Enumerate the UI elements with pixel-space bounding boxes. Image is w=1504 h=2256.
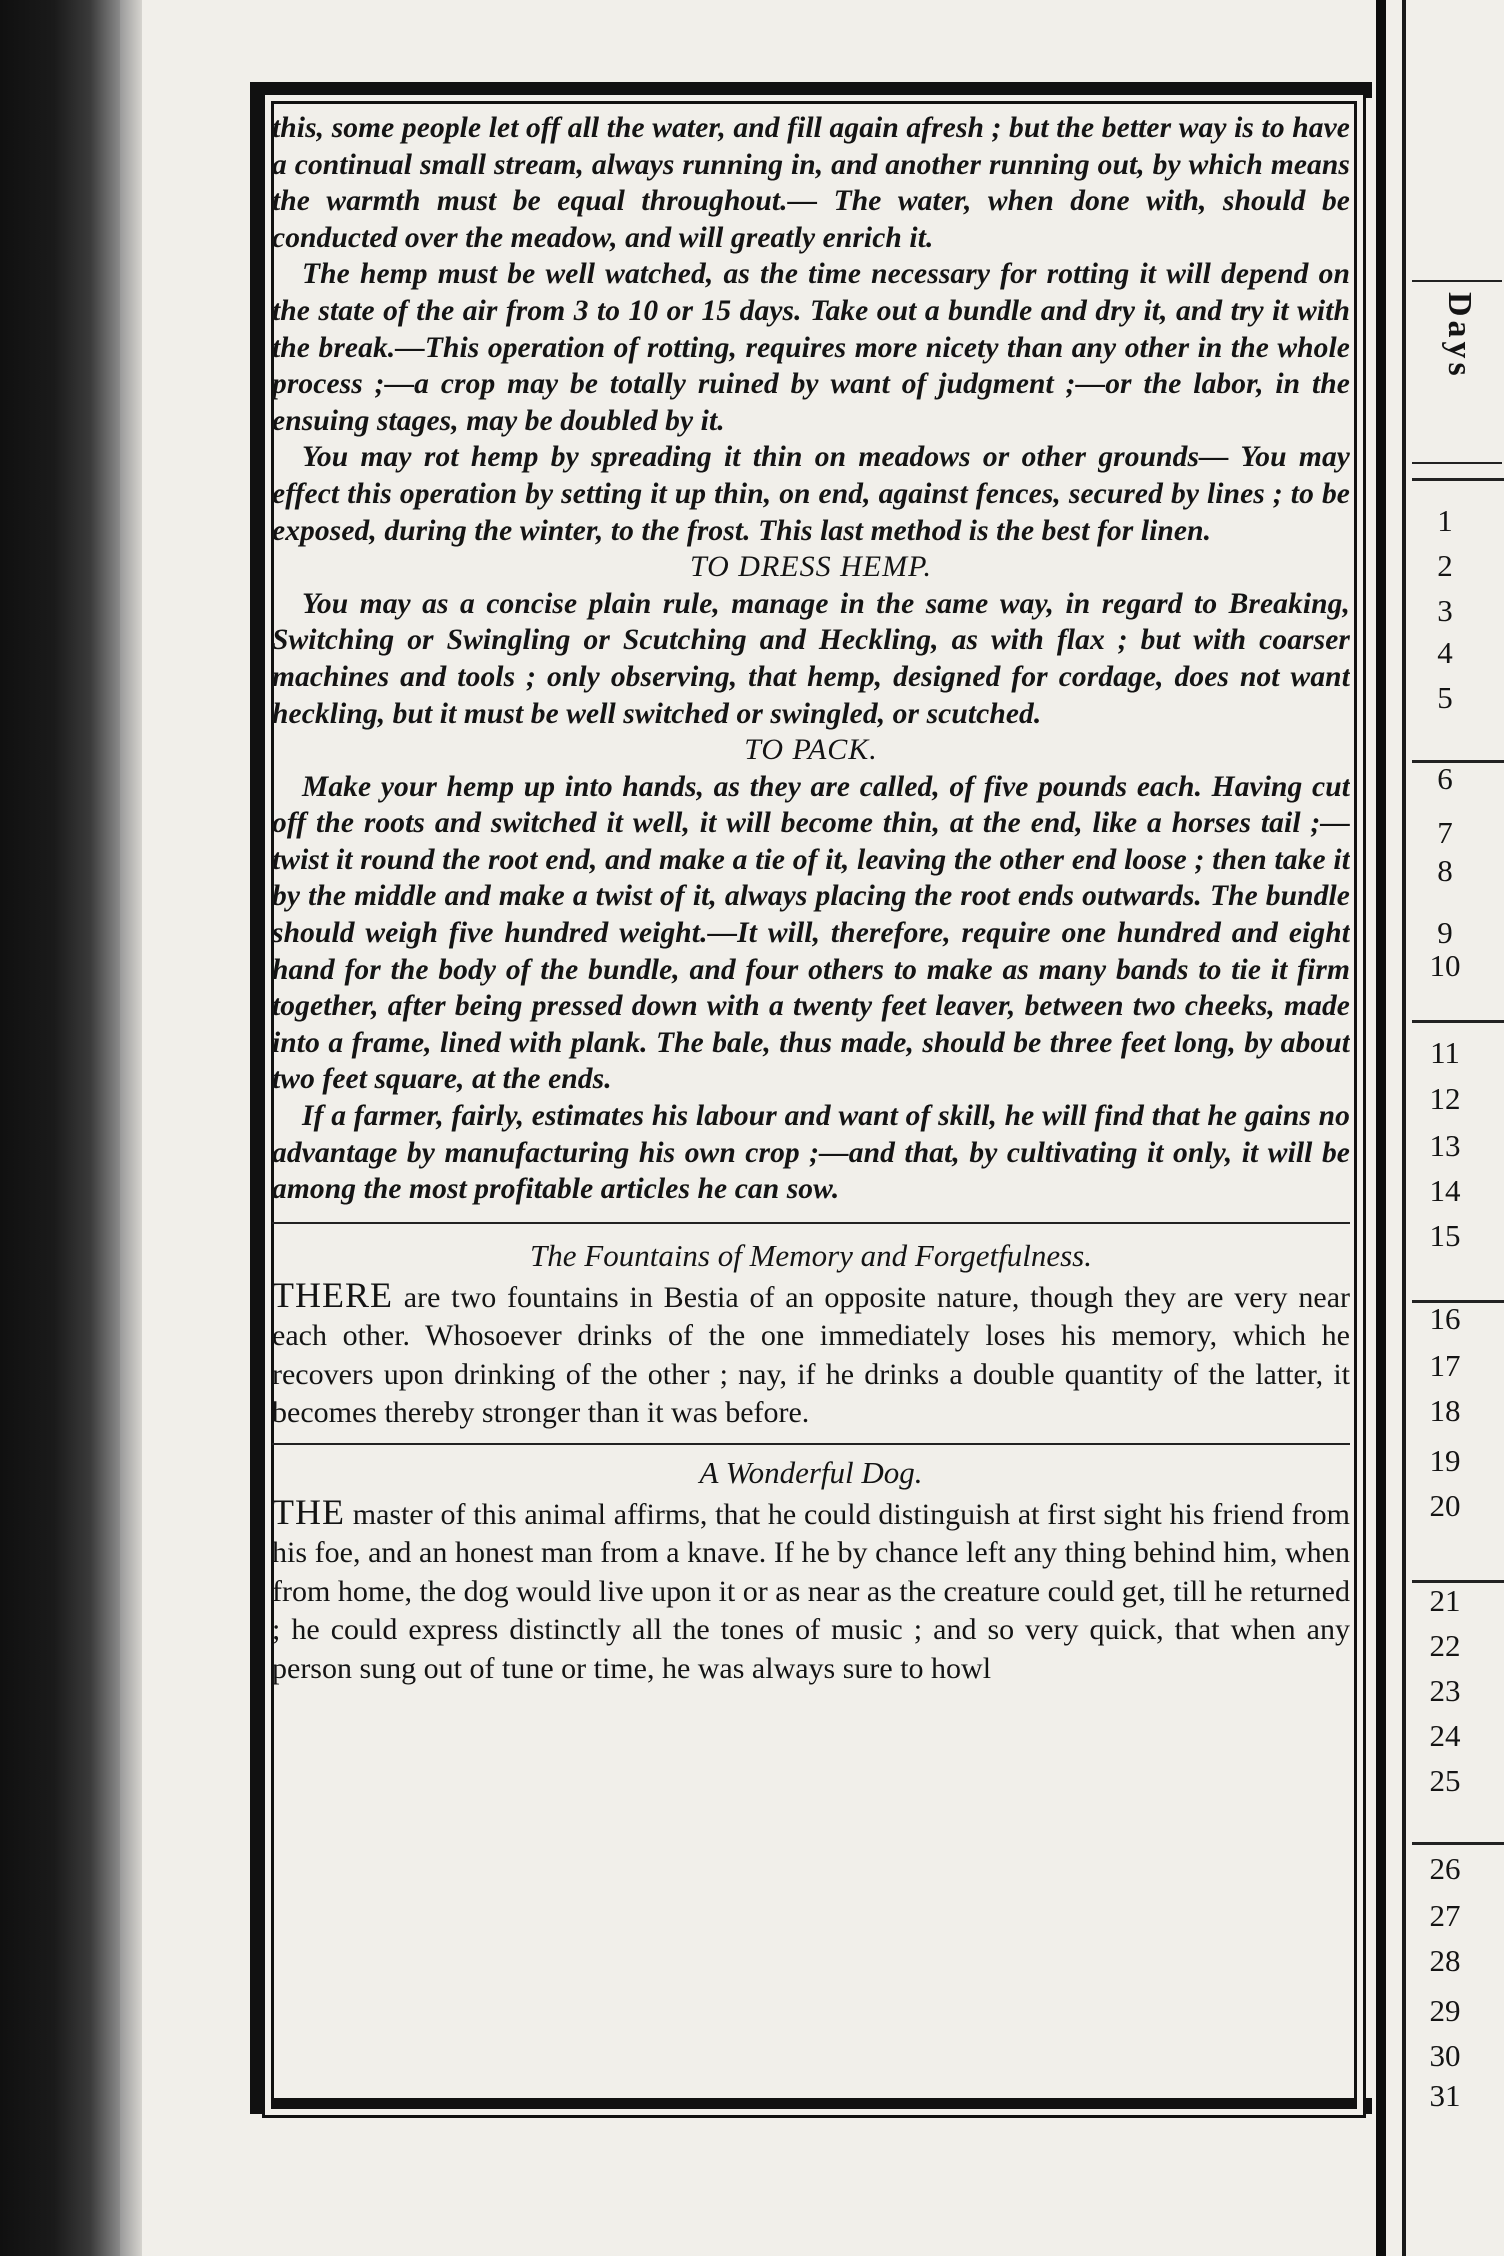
hemp-paragraph-2: The hemp must be well watched, as the time necessary for rotting it will depend on the state of the air from 3 to 10 or 15 days. Take out a bundle and dry it, and try it with the break.—This operation of rotting, requires more nicety than any other in the whole process ;—a crop may be totally ruined by want of judgment ;—or the labor, in the ensuing stages, may be doubled by it. <box>272 258 1350 437</box>
calendar-header-label: Days <box>1441 292 1478 380</box>
dog-text: master of this animal affirms, that he could distinguish at first sight his friend from his foe, and an honest man from a knave. If he by chance left any thing behind him, when from home, the dog would live upon it or as near as the creature could get, till he returned ; he could express distinctly all the tones of music ; and so very quick, that when any person sung out of tune or time, he was always sure to howl <box>272 1497 1350 1685</box>
page-edge <box>0 0 120 2256</box>
calendar-day: 19 <box>1429 1443 1461 1478</box>
dog-lead-word: THE <box>272 1491 345 1532</box>
fountains-body <box>272 1276 1350 1433</box>
calendar-week-rule <box>1412 1842 1504 1845</box>
dog-article <box>272 1453 1350 1689</box>
fountains-title: The Fountains of Memory and Forgetfulness. <box>530 1237 1092 1273</box>
calendar-day: 23 <box>1429 1673 1461 1708</box>
calendar-day: 18 <box>1429 1393 1461 1428</box>
fountains-lead-word: THERE <box>272 1274 393 1315</box>
hemp-paragraph-3: You may rot hemp by spreading it thin on meadows or other grounds— You may effect this operation by setting it up thin, on end, against fences, secured by lines ; to be exposed, during the winter, to the frost. This last method is the best for linen. <box>272 441 1350 547</box>
calendar-day: 30 <box>1429 2038 1461 2073</box>
calendar-week-rule <box>1412 760 1504 763</box>
calendar-day: 27 <box>1429 1898 1461 1933</box>
calendar-day: 11 <box>1430 1035 1460 1070</box>
calendar-day: 29 <box>1429 1993 1461 2028</box>
calendar-day: 12 <box>1429 1081 1461 1116</box>
dog-title: A Wonderful Dog. <box>699 1454 923 1490</box>
calendar-day: 5 <box>1437 680 1453 715</box>
calendar-day: 4 <box>1437 635 1453 670</box>
hemp-paragraph-4: You may as a concise plain rule, manage in the same way, in regard to Breaking, Switching or Swingling or Scutching and Heckling, as with flax ; but with coarser machines and tools ; only observing, that hemp, designed for cordage, does not want heckling, but it must be well switched or swingled, or scutched. <box>272 587 1350 730</box>
calendar-day: 15 <box>1429 1218 1461 1253</box>
calendar-day: 8 <box>1437 853 1453 888</box>
calendar-day: 3 <box>1437 593 1453 628</box>
calendar-inner-rule <box>1402 0 1406 2256</box>
page-content <box>272 110 1350 2090</box>
calendar-week-rule <box>1412 1580 1504 1583</box>
calendar-day: 9 <box>1437 915 1453 950</box>
calendar-day: 2 <box>1437 548 1453 583</box>
calendar-day: 10 <box>1429 948 1461 983</box>
section-divider <box>272 1222 1350 1224</box>
calendar-day: 1 <box>1437 503 1453 538</box>
calendar-day: 20 <box>1429 1488 1461 1523</box>
calendar-day: 24 <box>1429 1718 1461 1753</box>
calendar-day: 6 <box>1437 761 1453 796</box>
calendar-day: 13 <box>1429 1128 1461 1163</box>
hemp-paragraph-5: Make your hemp up into hands, as they are called, of five pounds each. Having cut off the roots and switched it well, it will become thin, at the end, like a horses tail ;—twist it round the root end, and make a tie of it, leaving the other end loose ; then take it by the middle and make a twist of it, always placing the root ends outwards. The bundle should weigh five hundred weight.—It will, therefore, require one hundred and eight hand for the body of the bundle, and four others to make as many bands to tie it firm together, after being pressed down with a twenty feet leaver, between two cheeks, made into a frame, lined with plank. The bale, thus made, should be three feet long, by about two feet square, at the ends. <box>272 770 1350 1096</box>
calendar-week-rule <box>1412 1300 1504 1303</box>
calendar-day: 25 <box>1429 1763 1461 1798</box>
hemp-paragraph-6: If a farmer, fairly, estimates his labour and want of skill, he will find that he gains no advantage by manufacturing his own crop ;—and that, by cultivating it only, it will be among the most profitable articles he can sow. <box>272 1100 1350 1206</box>
calendar-week-rule <box>1412 1020 1504 1023</box>
section-divider <box>272 1443 1350 1445</box>
dog-body <box>272 1493 1350 1689</box>
calendar-day: 26 <box>1429 1851 1461 1886</box>
calendar-day: 7 <box>1437 815 1453 850</box>
calendar-day: 31 <box>1429 2078 1461 2113</box>
calendar-day: 14 <box>1429 1173 1461 1208</box>
fountains-text: are two fountains in Bestia of an opposite nature, though they are very near each other. Whosoever drinks of the one immediately loses his memory, which he recovers upon drinking of the other ; nay, if he drinks a double quantity of the latter, it becomes thereby stronger than it was before. <box>272 1280 1350 1430</box>
calendar-day: 17 <box>1429 1348 1461 1383</box>
calendar-day: 28 <box>1429 1943 1461 1978</box>
fountains-article <box>272 1236 1350 1433</box>
calendar-day: 21 <box>1429 1583 1461 1618</box>
calendar-day: 16 <box>1429 1301 1461 1336</box>
hemp-paragraph-1: this, some people let off all the water, and fill again afresh ; but the better way is to have a continual small stream, always running in, and another running out, by which means the warmth must be equal throughout.— The water, when done with, should be conducted over the meadow, and will greatly enrich it. <box>272 112 1350 254</box>
hemp-section <box>272 110 1350 1208</box>
calendar-border-rule <box>1376 0 1386 2256</box>
heading-to-pack: TO PACK. <box>744 733 878 767</box>
calendar-header <box>1412 280 1502 464</box>
calendar-week-rule <box>1412 478 1504 481</box>
heading-dress-hemp: TO DRESS HEMP. <box>689 550 933 584</box>
page-fold <box>120 0 142 2256</box>
calendar-day: 22 <box>1429 1628 1461 1663</box>
